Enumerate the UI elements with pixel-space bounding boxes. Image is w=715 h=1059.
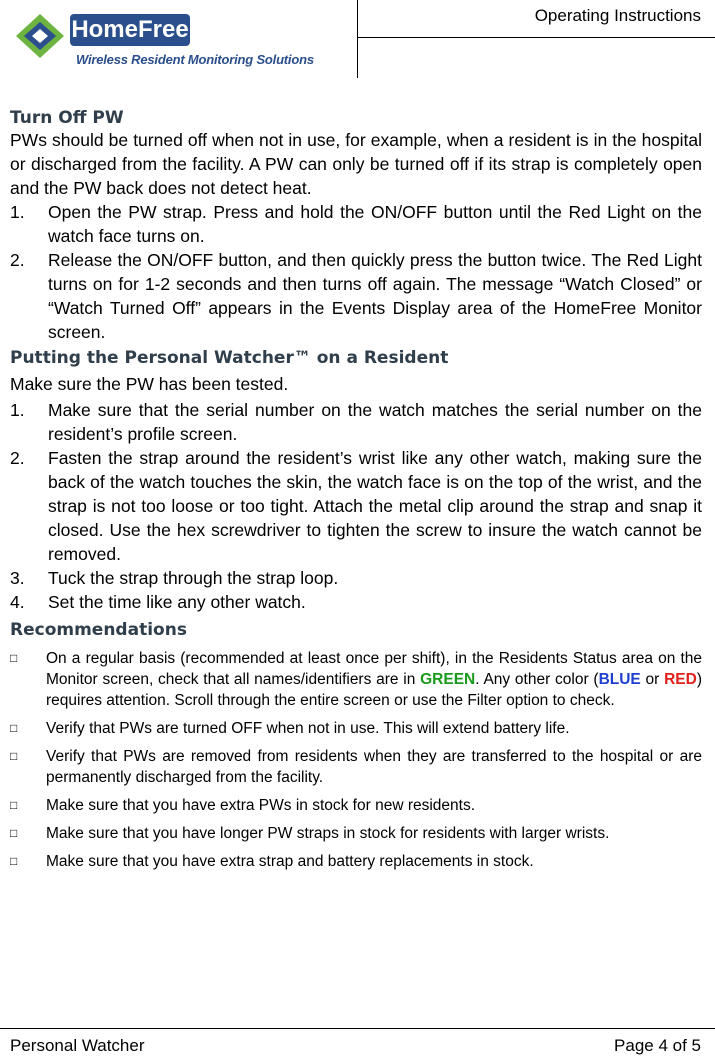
step-number: 4. <box>10 592 25 612</box>
footer-doc-name: Personal Watcher <box>10 1036 145 1055</box>
checkbox-bullet-icon: □ <box>10 749 18 763</box>
list-item <box>10 795 702 816</box>
recommendations-list <box>10 648 702 872</box>
status-blue-text: BLUE <box>598 671 641 688</box>
status-green-text: GREEN <box>420 671 476 688</box>
list-item <box>10 200 702 248</box>
list-item <box>10 566 702 590</box>
footer-page-number: Page 4 of 5 <box>614 1036 701 1055</box>
rec-text: Verify that PWs are removed from residents when they are transferred to the hospital or are permanently discharged from the facility. <box>46 748 702 786</box>
checkbox-bullet-icon: □ <box>10 651 18 665</box>
rec-text: Verify that PWs are turned OFF when not in use. This will extend battery life. <box>46 720 570 737</box>
list-item <box>10 718 702 739</box>
list-item <box>10 398 702 446</box>
step-text: Fasten the strap around the resident’s wrist like any other watch, making sure the back of the watch touches the skin, the watch face is on the top of the wrist, and the strap is not too loose or too tight. Attach the metal clip around the strap and snap it closed. Use the hex screwdriver to tighten the screw to insure the watch cannot be removed. <box>48 448 702 564</box>
rec-first-post: ) requires attention. Scroll through the entire screen or use the Filter option to check. <box>46 671 702 709</box>
putting-steps <box>10 398 702 614</box>
rec-text: Make sure that you have extra PWs in stock for new residents. <box>46 797 476 814</box>
list-item <box>10 446 702 566</box>
checkbox-bullet-icon: □ <box>10 798 18 812</box>
step-text: Open the PW strap. Press and hold the ON/OFF button until the Red Light on the watch face turns on. <box>48 202 702 246</box>
step-text: Release the ON/OFF button, and then quickly press the button twice. The Red Light turns on for 1-2 seconds and then turns off again. The message “Watch Closed” or “Watch Turned Off” appears in the Events Display area of the HomeFree Monitor screen. <box>48 250 702 342</box>
turn-off-intro: PWs should be turned off when not in use, for example, when a resident is in the hospital or discharged from the facility. A PW can only be turned off if its strap is completely open and the PW back does not detect heat. <box>10 130 702 198</box>
rec-text: Make sure that you have longer PW straps in stock for residents with larger wrists. <box>46 825 610 842</box>
step-number: 3. <box>10 568 25 588</box>
list-item <box>10 648 702 711</box>
company-logo <box>10 6 330 74</box>
putting-intro: Make sure the PW has been tested. <box>10 374 289 394</box>
homefree-logo-mark-icon <box>10 6 72 68</box>
checkbox-bullet-icon: □ <box>10 721 18 735</box>
step-text: Tuck the strap through the strap loop. <box>48 568 339 588</box>
rec-first-pre: are in <box>376 671 421 688</box>
heading-putting-pw-on-resident: Putting the Personal Watcher™ on a Resident <box>10 348 449 368</box>
heading-recommendations: Recommendations <box>10 620 187 640</box>
header-divider-horizontal <box>358 37 715 38</box>
header-doc-title: Operating Instructions <box>534 6 701 25</box>
step-number: 1. <box>10 202 25 222</box>
list-item <box>10 851 702 872</box>
rec-first-mid2: or <box>640 671 665 688</box>
footer-divider <box>0 1028 715 1029</box>
logo-tagline: Wireless Resident Monitoring Solutions <box>76 52 314 67</box>
heading-turn-off-pw: Turn Off PW <box>10 108 124 128</box>
rec-first-mid1: . Any other color ( <box>475 671 599 688</box>
step-number: 1. <box>10 400 25 420</box>
rec-first-line1: On a regular basis (recommended at least once per shift), in the <box>46 650 494 667</box>
document-body <box>10 108 702 879</box>
checkbox-bullet-icon: □ <box>10 854 18 868</box>
logo-brand-text: HomeFree <box>70 14 190 46</box>
status-red-text: RED <box>664 671 697 688</box>
step-number: 2. <box>10 250 25 270</box>
step-number: 2. <box>10 448 25 468</box>
step-text: Set the time like any other watch. <box>48 592 306 612</box>
list-item <box>10 590 702 614</box>
list-item <box>10 823 702 844</box>
list-item <box>10 248 702 344</box>
list-item <box>10 746 702 788</box>
turn-off-steps <box>10 200 702 344</box>
rec-text: Make sure that you have extra strap and battery replacements in stock. <box>46 853 534 870</box>
step-text: Make sure that the serial number on the watch matches the serial number on the resident’s profile screen. <box>48 400 702 444</box>
checkbox-bullet-icon: □ <box>10 826 18 840</box>
rec-first-line2: Residents Status area on the Monitor screen, check that all names/identifiers <box>46 650 702 688</box>
